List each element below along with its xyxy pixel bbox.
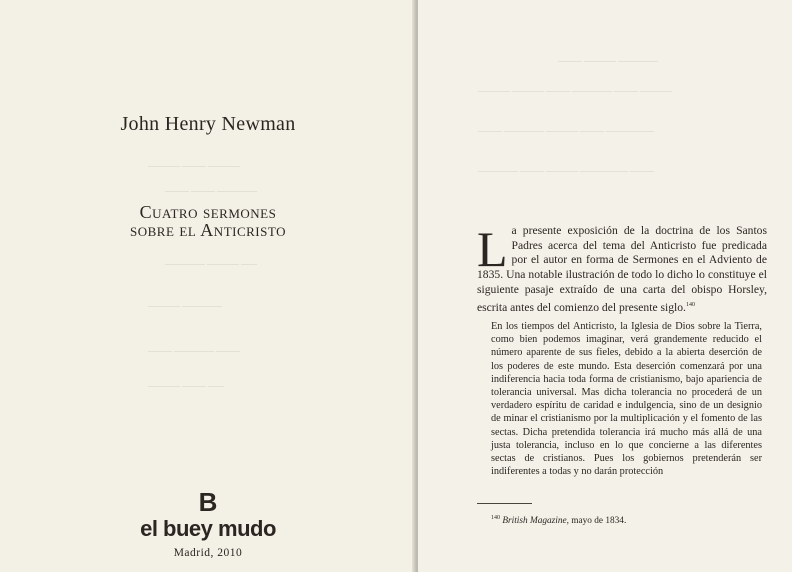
show-through-text: ——— ——— ————— <box>165 186 257 195</box>
show-through-text: ————— ——— ———— —————— ——— <box>478 166 654 175</box>
book-title-line-1: Cuatro sermones <box>139 202 277 222</box>
publisher-place-year: Madrid, 2010 <box>173 547 243 559</box>
footnote-reference: 140 <box>685 301 695 308</box>
block-quote: En los tiempos del Anticristo, la Iglesia de Dios sobre la Tierra, como bien podemos imaginar, verá grandemente reducido el número aparente de sus fieles, debido a la abierta deserción de los poderes de este mundo. Esta deserción comenzará por una indiferencia hacia toda forma de cristianismo, bajo apariencia de tolerancia universal. Mas dicha tolerancia no procederá de un verdadero espíritu de caridad e indulgencia, sino de un designio de minar el cristianismo por la multiplicación y el fomento de las sectas. Dicha pretendida tolerancia irá mucho más allá de una justa tolerancia, incluso en lo que concierne a las diferentes sectas de cristianos. Pues los gobiernos pretenderán ser indiferentes a todas y no darán protección <box>491 321 762 478</box>
footnote-source: British Magazine <box>502 516 567 527</box>
book-title <box>0 203 416 239</box>
author-name: John Henry Newman <box>120 113 296 135</box>
show-through-text: ———— ————— <box>148 301 222 310</box>
footnote-divider <box>477 503 532 504</box>
show-through-text: ———— ——— —— <box>148 381 224 390</box>
footnote-number: 140 <box>491 515 500 521</box>
footnote <box>491 512 761 527</box>
footnote-text: , mayo de 1834. <box>566 516 627 527</box>
intro-text: a presente exposición de la doctrina de los Santos Padres acerca del tema del Anticristo fue predicada por el autor en forma de Sermones en el Adviento de 1835. Una notable ilustración de todo lo dicho lo constituye el siguiente pasaje extraído de una carta del obispo Horsley, escrita antes del comienzo del presente siglo. <box>477 224 767 314</box>
show-through-text: ——— ————— ——— <box>148 346 240 355</box>
show-through-text: ———— ———— ——— ————— ——— ———— <box>478 86 672 95</box>
book-title-line-2: sobre el Anticristo <box>130 220 286 240</box>
intro-paragraph <box>477 221 767 315</box>
drop-cap: L <box>477 221 508 277</box>
show-through-text: ——— ————— ———— ——— —————— <box>478 126 654 135</box>
publisher-name: el buey mudo <box>140 516 276 541</box>
show-through-text: ————— ———— —— <box>165 259 257 268</box>
show-through-text: ——— ———— ————— <box>558 56 658 65</box>
publisher-logo: B <box>198 487 218 517</box>
show-through-text: ———— ——— ———— <box>148 161 240 170</box>
